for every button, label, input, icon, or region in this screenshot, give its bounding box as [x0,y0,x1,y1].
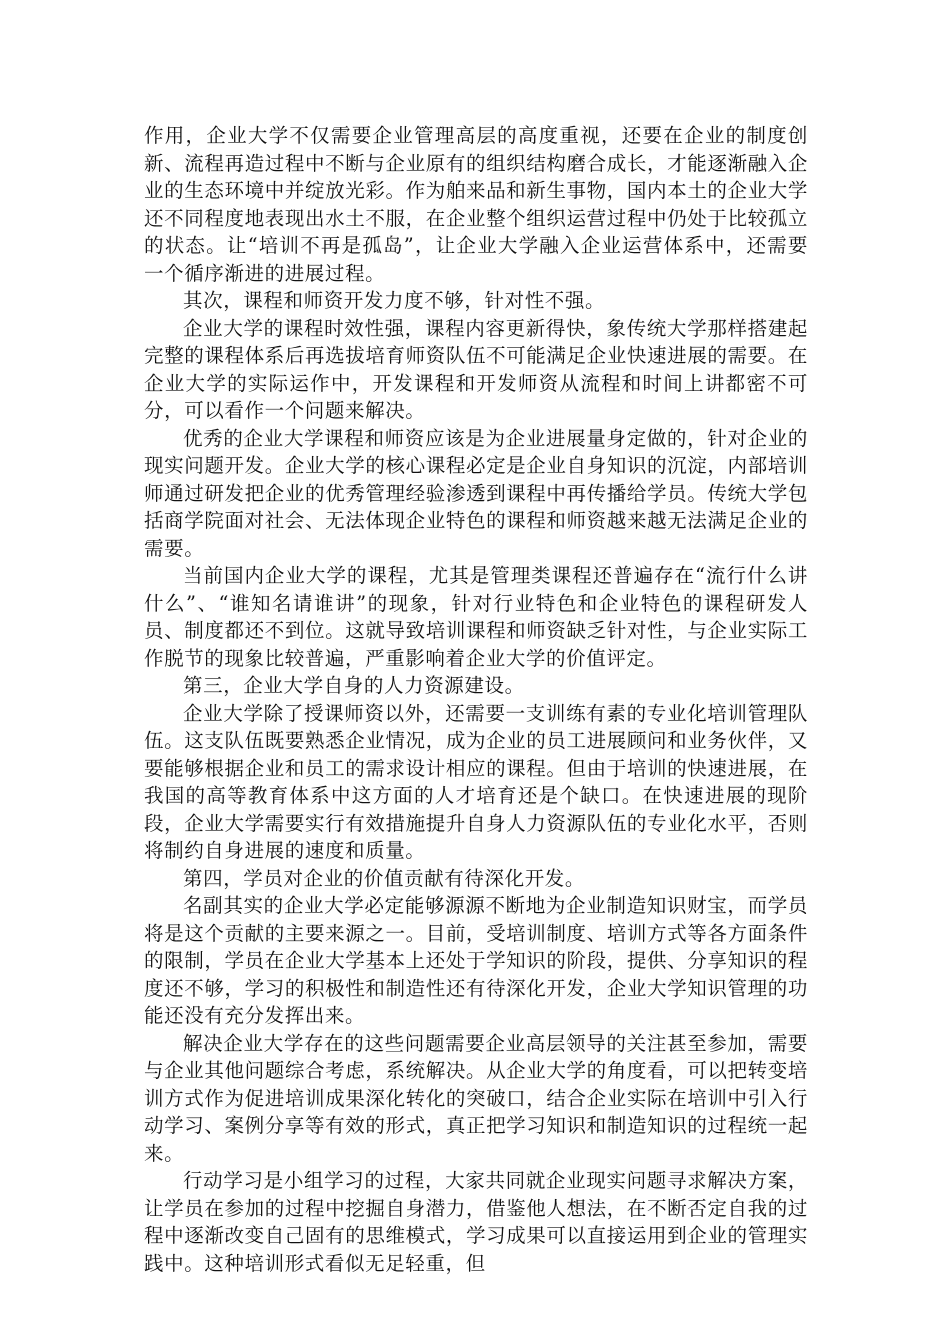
paragraph-2-heading: 其次，课程和师资开发力度不够，针对性不强。 [183,289,606,312]
paragraph-6-heading: 第三，企业大学自身的人力资源建设。 [183,674,525,697]
paragraph-5: 当前国内企业大学的课程，尤其是管理类课程还普遍存在“流行什么讲什么”、“谁知名请谁讲”的现象，针对行业特色和企业特色的课程研发人员、制度都还不到位。这就导致培训课程和师资缺乏针对性，与企业实际工作脱节的现象比较普遍，严重影响着企业大学的价值评定。 [144,564,808,670]
paragraph-3: 企业大学的课程时效性强，课程内容更新得快，象传统大学那样搭建起完整的课程体系后再选拔培育师资队伍不可能满足企业快速进展的需要。在企业大学的实际运作中，开发课程和开发师资从流程和时间上讲都密不可分，可以看作一个问题来解决。 [144,316,808,422]
paragraph-8-heading: 第四，学员对企业的价值贡献有待深化开发。 [183,866,586,890]
paragraph-1: 作用，企业大学不仅需要企业管理高层的高度重视，还要在企业的制度创新、流程再造过程中不断与企业原有的组织结构磨合成长，才能逐渐融入企业的生态环境中并绽放光彩。作为舶来品和新生事物，国内本土的企业大学还不同程度地表现出水土不服，在企业整个组织运营过程中仍处于比较孤立的状态。让“培训不再是孤岛”，让企业大学融入企业运营体系中，还需要一个循序渐进的进展过程。 [144,124,808,285]
paragraph-11: 行动学习是小组学习的过程，大家共同就企业现实问题寻求解决方案，让学员在参加的过程中挖掘自身潜力，借鉴他人想法，在不断否定自我的过程中逐渐改变自己固有的思维模式，学习成果可以直接运用到企业的管理实践中。这种培训形式看似无足轻重，但 [144,1169,808,1275]
paragraph-10: 解决企业大学存在的这些问题需要企业高层领导的关注甚至参加，需要与企业其他问题综合考虑，系统解决。从企业大学的角度看，可以把转变培训方式作为促进培训成果深化转化的突破口，结合企业实际在培训中引入行动学习、案例分享等有效的形式，真正把学习知识和制造知识的过程统一起来。 [144,1031,808,1165]
document-body [144,122,808,1277]
paragraph-4: 优秀的企业大学课程和师资应该是为企业进展量身定做的，针对企业的现实问题开发。企业大学的核心课程必定是企业自身知识的沉淀，内部培训师通过研发把企业的优秀管理经验渗透到课程中再传播给学员。传统大学包括商学院面对社会、无法体现企业特色的课程和师资越来越无法满足企业的需要。 [144,426,808,560]
paragraph-9: 名副其实的企业大学必定能够源源不断地为企业制造知识财宝，而学员将是这个贡献的主要来源之一。目前，受培训制度、培训方式等各方面条件的限制，学员在企业大学基本上还处于学知识的阶段，提供、分享知识的程度还不够，学习的积极性和制造性还有待深化开发，企业大学知识管理的功能还没有充分发挥出来。 [144,894,808,1027]
paragraph-7: 企业大学除了授课师资以外，还需要一支训练有素的专业化培训管理队伍。这支队伍既要熟悉企业情况，成为企业的员工进展顾问和业务伙伴，又要能够根据企业和员工的需求设计相应的课程。但由于培训的快速进展，在我国的高等教育体系中这方面的人才培育还是个缺口。在快速进展的现阶段，企业大学需要实行有效措施提升自身人力资源队伍的专业化水平，否则将制约自身进展的速度和质量。 [144,701,808,862]
